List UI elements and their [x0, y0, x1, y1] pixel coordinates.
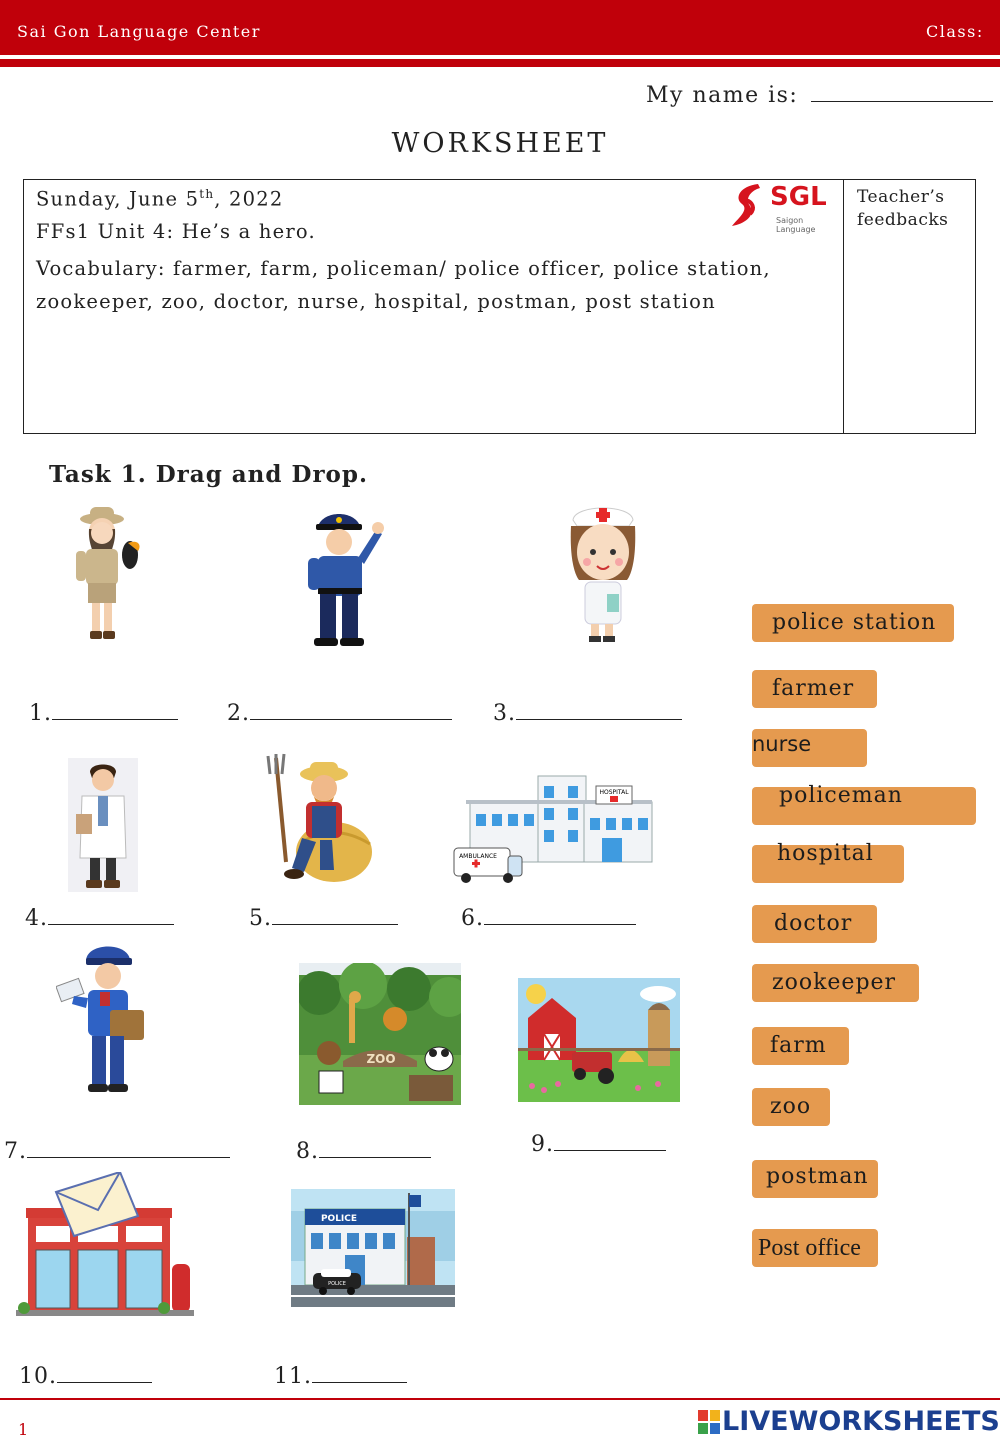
answer-blank-6: [461, 906, 636, 931]
blank-number: 3.: [493, 701, 516, 726]
sgl-logo-text: SGL: [770, 182, 827, 212]
feedback-line-1: Teacher’s: [857, 187, 945, 207]
liveworksheets-logo-icon: [698, 1410, 720, 1434]
name-field: [646, 81, 993, 108]
answer-line[interactable]: [48, 906, 174, 925]
postman-picture: [56, 940, 156, 1096]
zoo-sign: ZOO: [366, 1052, 396, 1066]
sgl-logo-sub: Saigon Language: [776, 216, 816, 234]
answer-blank-4: [25, 906, 174, 931]
word-chip-hospital[interactable]: hospital: [752, 845, 904, 883]
hospital-sign: HOSPITAL: [599, 789, 629, 796]
answer-line[interactable]: [554, 1132, 666, 1151]
answer-line[interactable]: [52, 701, 178, 720]
blank-number: 11.: [274, 1364, 312, 1389]
word-chip-farmer[interactable]: farmer: [752, 670, 877, 708]
vocab-line-2: zookeeper, zoo, doctor, nurse, hospital, postman, post station: [36, 290, 716, 313]
blank-number: 1.: [29, 701, 52, 726]
answer-blank-3: [493, 701, 682, 726]
word-chip-police-station[interactable]: police station: [752, 604, 954, 642]
answer-blank-11: [274, 1364, 407, 1389]
zoo-picture: [299, 963, 461, 1105]
ambulance-label: AMBULANCE: [459, 853, 497, 860]
nurse-picture: [565, 500, 641, 646]
answer-blank-2: [227, 701, 452, 726]
unit-line: FFs1 Unit 4: He’s a hero.: [36, 220, 316, 243]
answer-blank-9: [531, 1132, 666, 1157]
zookeeper-picture: [68, 505, 148, 645]
word-chip-doctor[interactable]: doctor: [752, 905, 877, 943]
post-office-picture: [16, 1172, 194, 1318]
answer-line[interactable]: [272, 906, 398, 925]
name-blank[interactable]: [811, 81, 993, 102]
blank-number: 7.: [4, 1139, 27, 1164]
doctor-picture: [68, 758, 138, 892]
answer-line[interactable]: [484, 906, 636, 925]
blank-number: 5.: [249, 906, 272, 931]
word-chip-policeman[interactable]: policeman: [752, 787, 976, 825]
school-name: Sai Gon Language Center: [17, 22, 261, 41]
liveworksheets-brand[interactable]: LIVEWORKSHEETS: [722, 1406, 1000, 1437]
date-year: , 2022: [214, 187, 284, 211]
word-chip-nurse[interactable]: nurse: [752, 729, 867, 767]
police-station-sign: POLICE: [320, 1214, 358, 1224]
farm-picture: [518, 978, 680, 1102]
sgl-logo: [730, 180, 840, 234]
word-chip-zoo[interactable]: zoo: [752, 1088, 830, 1126]
page-title: WORKSHEET: [391, 128, 609, 159]
class-label: Class:: [926, 22, 984, 41]
answer-line[interactable]: [57, 1364, 152, 1383]
date-text: Sunday, June 5: [36, 187, 200, 211]
answer-line[interactable]: [319, 1139, 431, 1158]
blank-number: 2.: [227, 701, 250, 726]
police-station-picture: [291, 1189, 455, 1307]
answer-blank-8: [296, 1139, 431, 1164]
info-box-divider: [843, 179, 844, 434]
answer-blank-10: [19, 1364, 152, 1389]
police-car-label: POLICE: [328, 1281, 346, 1287]
answer-blank-1: [29, 701, 178, 726]
page-number: 1: [18, 1420, 29, 1439]
answer-line[interactable]: [516, 701, 682, 720]
blank-number: 8.: [296, 1139, 319, 1164]
answer-line[interactable]: [312, 1364, 407, 1383]
blank-number: 10.: [19, 1364, 57, 1389]
vocab-line-1: Vocabulary: farmer, farm, policeman/ police officer, police station,: [36, 257, 771, 280]
task-heading: Task 1. Drag and Drop.: [49, 461, 368, 488]
word-chip-farm[interactable]: farm: [752, 1027, 849, 1065]
policeman-picture: [298, 510, 388, 650]
teacher-feedback: [857, 186, 948, 232]
blank-number: 6.: [461, 906, 484, 931]
footer-divider: [0, 1398, 1000, 1400]
header-divider: [0, 59, 1000, 67]
name-label: My name is:: [646, 83, 799, 108]
answer-blank-7: [4, 1139, 230, 1164]
farmer-picture: [262, 752, 374, 884]
sgl-swirl-icon: [730, 180, 770, 230]
answer-line[interactable]: [27, 1139, 230, 1158]
blank-number: 9.: [531, 1132, 554, 1157]
blank-number: 4.: [25, 906, 48, 931]
date-line: [36, 187, 283, 211]
hospital-picture: [452, 772, 654, 884]
word-chip-post-office[interactable]: Post office: [752, 1229, 878, 1267]
answer-blank-5: [249, 906, 398, 931]
word-chip-postman[interactable]: postman: [752, 1160, 878, 1198]
answer-line[interactable]: [250, 701, 452, 720]
date-sup: th: [199, 187, 215, 201]
word-chip-zookeeper[interactable]: zookeeper: [752, 964, 919, 1002]
feedback-line-2: feedbacks: [857, 210, 949, 230]
